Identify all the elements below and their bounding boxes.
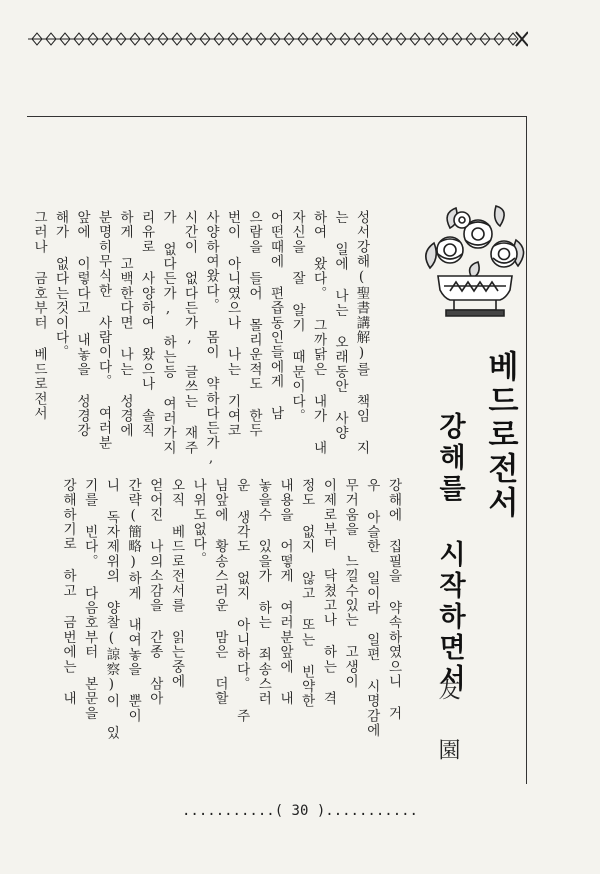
text-column: 리유로 사양하여 왔으나 솔직 <box>138 210 155 438</box>
text-column: 앞에 이렇다고 내놓을 성경강 <box>74 210 90 438</box>
text-column: 시간이 없다든가, 글쓰는 재주 <box>181 210 198 456</box>
text-column: 강해에 집필을 약속하였으니 거 <box>385 478 402 721</box>
text-column: 기를 빈다。 다음호부터 본문을 <box>81 478 98 721</box>
text-column: 어떤때에 편즙동인들에게 남 <box>267 210 284 421</box>
flower-vase-illustration <box>420 198 530 328</box>
text-column: 놓을수 있을가 하는 죄송스러 <box>255 478 272 706</box>
text-column: 가 없다든가, 하는등 여러가지 <box>160 210 176 456</box>
text-column: 사양하여왔다。 몸이 약하다든가, <box>203 210 219 468</box>
page-number: ...........( 30 )........... <box>181 803 418 819</box>
text-column: 강해하기로 하고 금번에는 내 <box>60 478 76 706</box>
text-column: 는 일에 나는 오래동안 사양 <box>332 210 348 441</box>
text-column: 으람을 들어 몰리운적도 한두 <box>246 210 262 438</box>
text-column: 내용을 어떻게 여러분앞에 내 <box>277 478 293 706</box>
text-column: 하게 고백한다면 나는 성경에 <box>117 210 133 438</box>
article-title: 베드로전서 <box>482 350 518 520</box>
text-column: 분명히무식한 사람이다。 여러분 <box>95 210 112 451</box>
text-column: 하여 왔다。 그까닭은 내가 내 <box>310 210 327 456</box>
text-column: 운 생각도 없지 아니하다。 주 <box>233 478 250 724</box>
article-subtitle: 강해를 시작하면서 <box>434 412 465 695</box>
text-column: 얻어진 나의소감을 간종 삼아 <box>146 478 163 706</box>
text-column: 간략(簡略)하게 내여놓을 뿐이 <box>125 478 142 724</box>
text-column: 이제로부터 닥쳤고나 하는 격 <box>320 478 337 706</box>
text-column: 니 독자제위의 양찰(諒察)이 있 <box>103 478 120 741</box>
text-column: 그러나 금호부터 베드로전서 <box>31 210 47 421</box>
text-column: 성서강해(聖書講解)를 책임 지 <box>353 210 370 456</box>
text-column: 나위도없다。 <box>190 478 207 567</box>
text-column: 우 아슬한 일이라 일편 시명감에 <box>363 478 380 738</box>
text-column: 번이 아니였으나 나는 기여코 <box>224 210 241 438</box>
text-column: 오직 베드로전서를 읽는중에 <box>168 478 185 689</box>
text-column: 정도 없지 않고 또는 빈약한 <box>298 478 315 709</box>
text-column: 해가 없다는것이다。 <box>52 210 69 360</box>
author-name: 友園 <box>435 678 460 798</box>
text-column: 자신을 잘 알기 때문이다。 <box>289 210 305 424</box>
text-column: 무거움을 느낄수있는 고생이 <box>342 478 359 689</box>
decorative-border-ornament <box>28 30 528 48</box>
text-column: 님앞에 황송스러운 맘은 더할 <box>211 478 228 706</box>
